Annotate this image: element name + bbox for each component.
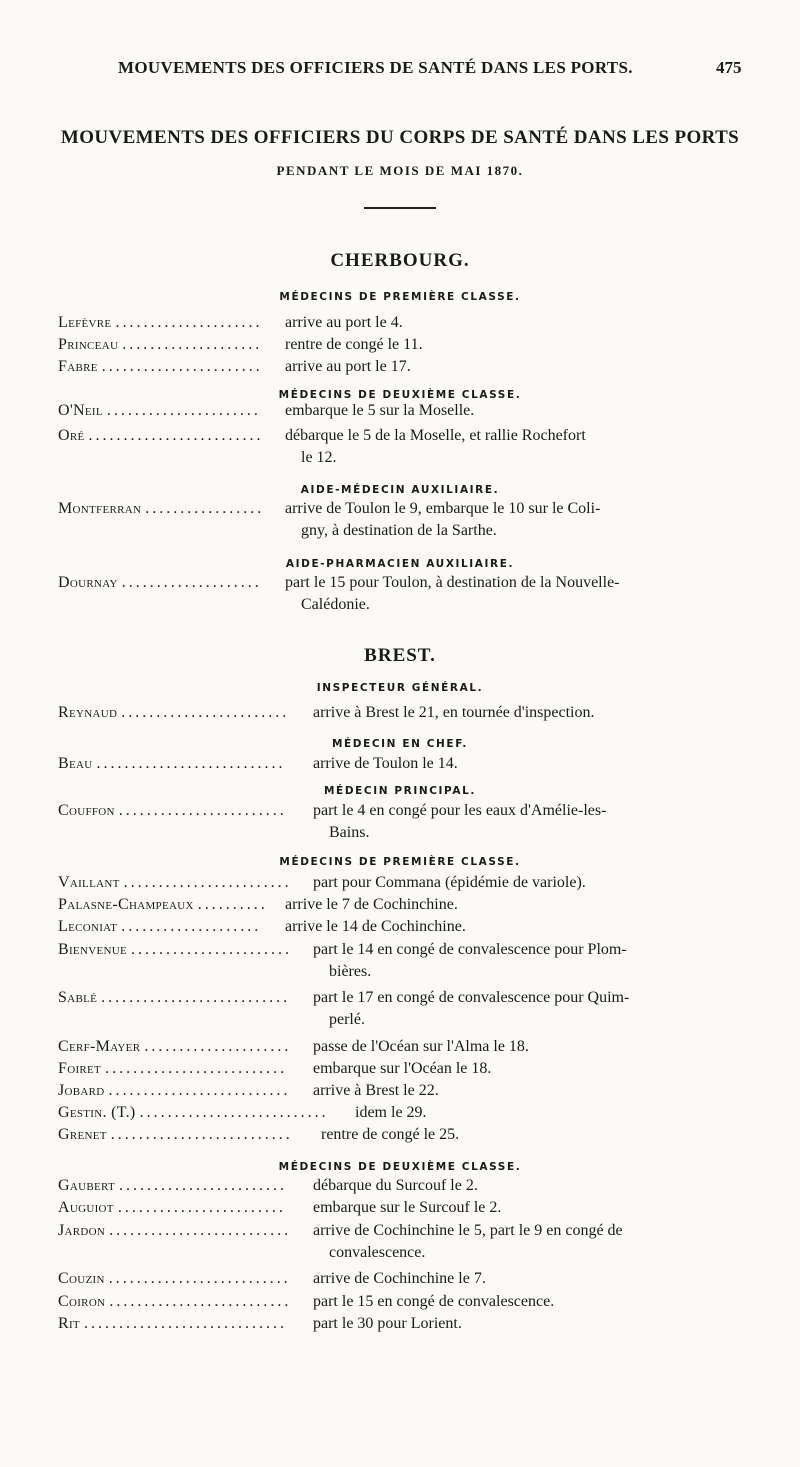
dot-leader: ........................ xyxy=(121,704,290,721)
page-subtitle: PENDANT LE MOIS DE MAI 1870. xyxy=(276,163,524,178)
officer-name: Gestin. (T.) xyxy=(58,1104,136,1121)
officer-entry xyxy=(58,702,758,724)
movement-text: part le 14 en congé de convalescence pour Plom- xyxy=(313,941,627,958)
officer-entry xyxy=(58,1102,758,1124)
movement-text: arrive à Brest le 22. xyxy=(313,1082,439,1099)
officer-name: Palasne-Champeaux xyxy=(58,896,194,913)
movement-text-continued: Calédonie. xyxy=(301,596,370,613)
movement-text: part le 17 en congé de convalescence pour Quim- xyxy=(313,989,630,1006)
movement-text: rentre de congé le 11. xyxy=(285,336,423,353)
dot-leader: .......................... xyxy=(109,1222,292,1239)
movement-text: débarque du Surcouf le 2. xyxy=(313,1177,478,1194)
movement-text: part le 4 en congé pour les eaux d'Amélie-les- xyxy=(313,802,607,819)
dot-leader: ..................... xyxy=(115,314,263,331)
dot-leader: ........................... xyxy=(96,755,286,772)
officer-name: Reynaud xyxy=(58,704,118,721)
dot-leader: ........................ xyxy=(118,802,287,819)
officer-entry xyxy=(58,400,758,422)
officer-name: Coiron xyxy=(58,1293,106,1310)
section-heading: MÉDECINS DE DEUXIÈME CLASSE. xyxy=(278,389,522,401)
officer-entry xyxy=(58,1175,758,1197)
dot-leader: ...................... xyxy=(106,402,261,419)
dot-leader: .......................... xyxy=(110,1126,293,1143)
officer-entry xyxy=(58,939,758,983)
officer-name: Jardon xyxy=(58,1222,106,1239)
officer-entry xyxy=(58,498,758,542)
officer-entry xyxy=(58,1080,758,1102)
dot-leader: ........................ xyxy=(117,1199,286,1216)
movement-text: arrive de Cochinchine le 5, part le 9 en congé de xyxy=(313,1222,623,1239)
dot-leader: ............................. xyxy=(83,1315,287,1332)
movement-text-continued: perlé. xyxy=(329,1011,365,1028)
officer-entry xyxy=(58,987,758,1031)
movement-text-continued: convalescence. xyxy=(329,1244,426,1261)
movement-text: part le 30 pour Lorient. xyxy=(313,1315,462,1332)
officer-entry xyxy=(58,894,758,916)
movement-text: arrive au port le 4. xyxy=(285,314,403,331)
section-heading: MÉDECINS DE DEUXIÈME CLASSE. xyxy=(278,1161,522,1173)
dot-leader: ........................ xyxy=(119,1177,287,1194)
officer-entry xyxy=(58,800,758,844)
movement-text: arrive de Toulon le 9, embarque le 10 sur le Coli- xyxy=(285,500,601,517)
movement-text: arrive de Toulon le 14. xyxy=(313,755,458,772)
movement-text: embarque sur le Surcouf le 2. xyxy=(313,1199,502,1216)
dot-leader: ........................... xyxy=(101,989,291,1006)
movement-text: arrive le 14 de Cochinchine. xyxy=(285,918,466,935)
officer-entry xyxy=(58,753,758,775)
movement-text: arrive le 7 de Cochinchine. xyxy=(285,896,458,913)
port-heading: BREST. xyxy=(364,645,436,666)
movement-text: arrive à Brest le 21, en tournée d'inspection. xyxy=(313,704,595,721)
officer-name: Bienvenue xyxy=(58,941,127,958)
officer-name: Auguiot xyxy=(58,1199,114,1216)
officer-name: Couffon xyxy=(58,802,115,819)
movement-text: rentre de congé le 25. xyxy=(321,1126,460,1143)
movement-text: débarque le 5 de la Moselle, et rallie Rochefort xyxy=(285,427,586,444)
page-title: MOUVEMENTS DES OFFICIERS DU CORPS DE SANTÉ DANS LES PORTS xyxy=(60,127,740,148)
officer-name: Beau xyxy=(58,755,93,772)
officer-name: Oré xyxy=(58,427,85,444)
section-heading: INSPECTEUR GÉNÉRAL. xyxy=(316,682,484,694)
movement-text-continued: bières. xyxy=(329,963,372,980)
officer-name: O'Neil xyxy=(58,402,103,419)
section-heading: AIDE-PHARMACIEN AUXILIAIRE. xyxy=(285,558,515,570)
dot-leader: .................... xyxy=(121,918,262,935)
officer-name: Lefèvre xyxy=(58,314,112,331)
section-heading: MÉDECIN EN CHEF. xyxy=(331,738,469,750)
officer-name: Cerf-Mayer xyxy=(58,1038,141,1055)
officer-name: Princeau xyxy=(58,336,119,353)
officer-entry xyxy=(58,1313,758,1335)
movement-text: arrive de Cochinchine le 7. xyxy=(313,1270,486,1287)
officer-name: Rit xyxy=(58,1315,80,1332)
officer-entry xyxy=(58,572,758,616)
running-head-title: MOUVEMENTS DES OFFICIERS DE SANTÉ DANS LES PORTS. xyxy=(118,58,633,77)
port-heading: CHERBOURG. xyxy=(330,250,470,271)
movement-text: part le 15 en congé de convalescence. xyxy=(313,1293,555,1310)
section-heading: MÉDECIN PRINCIPAL. xyxy=(324,785,476,797)
movement-text-continued: Bains. xyxy=(329,824,370,841)
officer-name: Vaillant xyxy=(58,874,120,891)
dot-leader: ........................... xyxy=(139,1104,329,1121)
movement-text: idem le 29. xyxy=(355,1104,427,1121)
movement-text: passe de l'Océan sur l'Alma le 18. xyxy=(313,1038,529,1055)
officer-entry xyxy=(58,1268,758,1290)
dot-leader: ......................... xyxy=(88,427,264,444)
officer-entry xyxy=(58,1197,758,1219)
section-heading: MÉDECINS DE PREMIÈRE CLASSE. xyxy=(279,291,521,303)
officer-entry xyxy=(58,425,758,469)
dot-leader: .......................... xyxy=(109,1293,292,1310)
officer-entry xyxy=(58,356,758,378)
officer-name: Leconiat xyxy=(58,918,118,935)
officer-name: Gaubert xyxy=(58,1177,115,1194)
dot-leader: ..................... xyxy=(144,1038,292,1055)
officer-name: Sablé xyxy=(58,989,98,1006)
movement-text-continued: le 12. xyxy=(301,449,337,466)
page-number: 475 xyxy=(716,58,742,77)
dot-leader: .......................... xyxy=(108,1082,291,1099)
officer-name: Fabre xyxy=(58,358,98,375)
officer-name: Montferran xyxy=(58,500,142,517)
movement-text: arrive au port le 17. xyxy=(285,358,411,375)
officer-name: Foiret xyxy=(58,1060,102,1077)
dot-leader: .......................... xyxy=(105,1060,288,1077)
dot-leader: .................... xyxy=(122,336,263,353)
officer-entry xyxy=(58,1058,758,1080)
officer-entry xyxy=(58,872,758,894)
officer-entry xyxy=(58,312,758,334)
dot-leader: .......... xyxy=(197,896,268,913)
dot-leader: .......................... xyxy=(108,1270,291,1287)
dot-leader: ................. xyxy=(145,500,265,517)
officer-entry xyxy=(58,1291,758,1313)
officer-name: Jobard xyxy=(58,1082,105,1099)
title-rule xyxy=(364,207,436,209)
officer-entry xyxy=(58,1220,758,1264)
movement-text: embarque le 5 sur la Moselle. xyxy=(285,402,475,419)
section-heading: AIDE-MÉDECIN AUXILIAIRE. xyxy=(300,484,500,496)
movement-text: part le 15 pour Toulon, à destination de la Nouvelle- xyxy=(285,574,620,591)
officer-name: Dournay xyxy=(58,574,118,591)
officer-entry xyxy=(58,334,758,356)
movement-text: embarque sur l'Océan le 18. xyxy=(313,1060,492,1077)
officer-entry xyxy=(58,1124,758,1146)
running-head xyxy=(0,58,800,84)
movement-text: part pour Commana (épidémie de variole). xyxy=(313,874,586,891)
section-heading: MÉDECINS DE PREMIÈRE CLASSE. xyxy=(279,856,521,868)
officer-entry xyxy=(58,1036,758,1058)
dot-leader: ........................ xyxy=(123,874,292,891)
officer-entry xyxy=(58,916,758,938)
dot-leader: .................... xyxy=(121,574,262,591)
dot-leader: ....................... xyxy=(130,941,292,958)
movement-text-continued: gny, à destination de la Sarthe. xyxy=(301,522,497,539)
dot-leader: ....................... xyxy=(101,358,263,375)
officer-name: Couzin xyxy=(58,1270,105,1287)
officer-name: Grenet xyxy=(58,1126,107,1143)
